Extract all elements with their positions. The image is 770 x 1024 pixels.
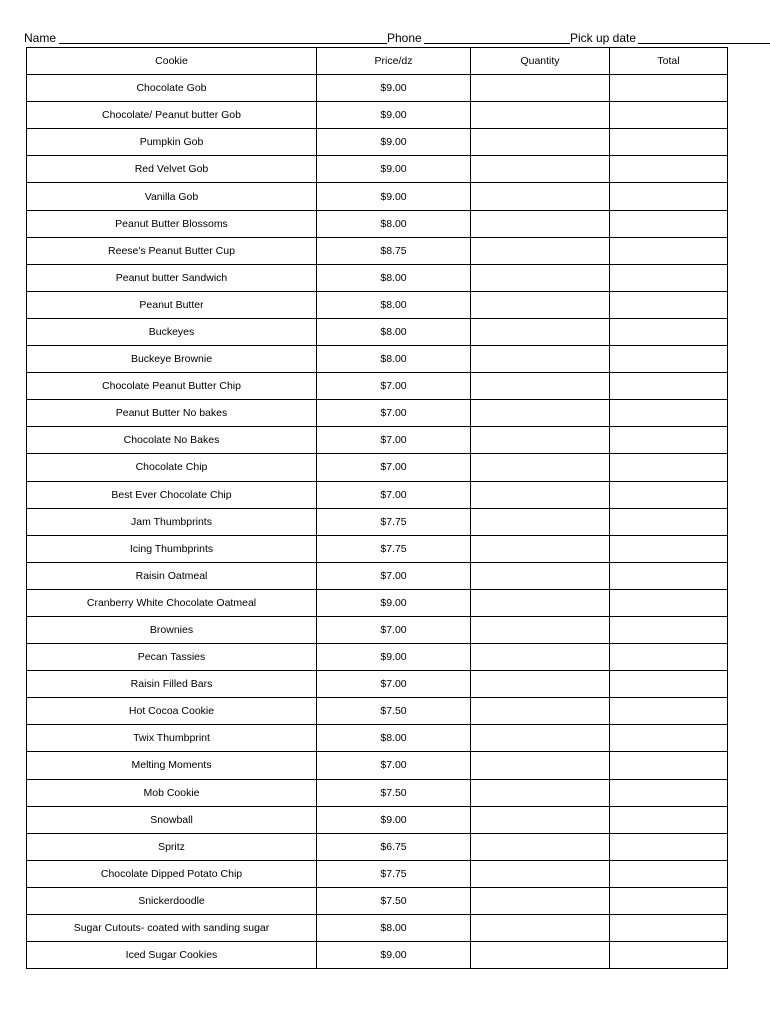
- table-row: [27, 698, 728, 725]
- quantity-cell[interactable]: [471, 427, 610, 454]
- table-row: [27, 860, 728, 887]
- total-cell[interactable]: [610, 156, 728, 183]
- cookie-name-cell: Sugar Cutouts- coated with sanding sugar: [27, 915, 317, 942]
- price-cell: $9.00: [317, 156, 471, 183]
- table-row: [27, 318, 728, 345]
- table-row: [27, 616, 728, 643]
- cookie-order-table: [26, 47, 728, 969]
- price-cell: $8.00: [317, 264, 471, 291]
- quantity-cell[interactable]: [471, 806, 610, 833]
- price-cell: $7.75: [317, 508, 471, 535]
- price-cell: $7.00: [317, 454, 471, 481]
- quantity-cell[interactable]: [471, 346, 610, 373]
- total-cell[interactable]: [610, 318, 728, 345]
- quantity-cell[interactable]: [471, 779, 610, 806]
- cookie-name-cell: Twix Thumbprint: [27, 725, 317, 752]
- cookie-name-cell: Peanut Butter: [27, 291, 317, 318]
- cookie-name-cell: Chocolate No Bakes: [27, 427, 317, 454]
- total-cell[interactable]: [610, 725, 728, 752]
- table-row: [27, 102, 728, 129]
- quantity-cell[interactable]: [471, 915, 610, 942]
- table-row: [27, 671, 728, 698]
- quantity-cell[interactable]: [471, 860, 610, 887]
- price-cell: $9.00: [317, 942, 471, 969]
- price-cell: $8.00: [317, 318, 471, 345]
- total-cell[interactable]: [610, 102, 728, 129]
- total-cell[interactable]: [610, 346, 728, 373]
- cookie-name-cell: Peanut Butter Blossoms: [27, 210, 317, 237]
- table-row: [27, 779, 728, 806]
- total-cell[interactable]: [610, 698, 728, 725]
- pickup-date-label: Pick up date: [570, 31, 637, 45]
- column-header-price: Price/dz: [317, 48, 471, 75]
- total-cell[interactable]: [610, 616, 728, 643]
- cookie-name-cell: Best Ever Chocolate Chip: [27, 481, 317, 508]
- cookie-name-cell: Hot Cocoa Cookie: [27, 698, 317, 725]
- cookie-name-cell: Reese's Peanut Butter Cup: [27, 237, 317, 264]
- total-cell[interactable]: [610, 129, 728, 156]
- total-cell[interactable]: [610, 806, 728, 833]
- quantity-cell[interactable]: [471, 671, 610, 698]
- price-cell: $8.00: [317, 210, 471, 237]
- cookie-name-cell: Snickerdoodle: [27, 887, 317, 914]
- price-cell: $9.00: [317, 129, 471, 156]
- quantity-cell[interactable]: [471, 129, 610, 156]
- total-cell[interactable]: [610, 210, 728, 237]
- column-header-quantity: Quantity: [471, 48, 610, 75]
- quantity-cell[interactable]: [471, 237, 610, 264]
- table-row: [27, 454, 728, 481]
- cookie-name-cell: Mob Cookie: [27, 779, 317, 806]
- total-cell[interactable]: [610, 237, 728, 264]
- total-cell[interactable]: [610, 562, 728, 589]
- cookie-name-cell: Cranberry White Chocolate Oatmeal: [27, 589, 317, 616]
- quantity-cell[interactable]: [471, 183, 610, 210]
- column-header-cookie: Cookie: [27, 48, 317, 75]
- price-cell: $7.00: [317, 616, 471, 643]
- quantity-cell[interactable]: [471, 887, 610, 914]
- order-form-header: [24, 30, 770, 46]
- total-cell[interactable]: [610, 644, 728, 671]
- cookie-name-cell: Spritz: [27, 833, 317, 860]
- total-cell[interactable]: [610, 400, 728, 427]
- cookie-name-cell: Pumpkin Gob: [27, 129, 317, 156]
- quantity-cell[interactable]: [471, 400, 610, 427]
- quantity-cell[interactable]: [471, 616, 610, 643]
- phone-blank-line[interactable]: [424, 30, 570, 44]
- price-cell: $8.75: [317, 237, 471, 264]
- table-row: [27, 508, 728, 535]
- quantity-cell[interactable]: [471, 156, 610, 183]
- quantity-cell[interactable]: [471, 752, 610, 779]
- cookie-name-cell: Buckeyes: [27, 318, 317, 345]
- total-cell[interactable]: [610, 373, 728, 400]
- table-row: [27, 75, 728, 102]
- total-cell[interactable]: [610, 860, 728, 887]
- total-cell[interactable]: [610, 942, 728, 969]
- table-header-row: [27, 48, 728, 75]
- table-row: [27, 264, 728, 291]
- table-row: [27, 806, 728, 833]
- total-cell[interactable]: [610, 779, 728, 806]
- quantity-cell[interactable]: [471, 481, 610, 508]
- quantity-cell[interactable]: [471, 725, 610, 752]
- price-cell: $7.75: [317, 860, 471, 887]
- cookie-name-cell: Iced Sugar Cookies: [27, 942, 317, 969]
- total-cell[interactable]: [610, 481, 728, 508]
- price-cell: $9.00: [317, 75, 471, 102]
- table-row: [27, 427, 728, 454]
- cookie-name-cell: Pecan Tassies: [27, 644, 317, 671]
- quantity-cell[interactable]: [471, 75, 610, 102]
- price-cell: $8.00: [317, 346, 471, 373]
- table-row: [27, 942, 728, 969]
- table-row: [27, 535, 728, 562]
- total-cell[interactable]: [610, 454, 728, 481]
- table-row: [27, 481, 728, 508]
- name-blank-line[interactable]: [59, 30, 387, 44]
- table-row: [27, 400, 728, 427]
- quantity-cell[interactable]: [471, 318, 610, 345]
- quantity-cell[interactable]: [471, 210, 610, 237]
- price-cell: $7.00: [317, 562, 471, 589]
- price-cell: $7.00: [317, 427, 471, 454]
- total-cell[interactable]: [610, 75, 728, 102]
- total-cell[interactable]: [610, 887, 728, 914]
- table-row: [27, 237, 728, 264]
- table-row: [27, 725, 728, 752]
- total-cell[interactable]: [610, 535, 728, 562]
- price-cell: $6.75: [317, 833, 471, 860]
- table-row: [27, 887, 728, 914]
- quantity-cell[interactable]: [471, 698, 610, 725]
- cookie-name-cell: Vanilla Gob: [27, 183, 317, 210]
- price-cell: $9.00: [317, 644, 471, 671]
- price-cell: $7.50: [317, 698, 471, 725]
- quantity-cell[interactable]: [471, 264, 610, 291]
- total-cell[interactable]: [610, 589, 728, 616]
- total-cell[interactable]: [610, 264, 728, 291]
- table-body: [27, 75, 728, 969]
- cookie-name-cell: Buckeye Brownie: [27, 346, 317, 373]
- total-cell[interactable]: [610, 671, 728, 698]
- price-cell: $8.00: [317, 725, 471, 752]
- cookie-name-cell: Jam Thumbprints: [27, 508, 317, 535]
- table-row: [27, 156, 728, 183]
- table-row: [27, 210, 728, 237]
- quantity-cell[interactable]: [471, 942, 610, 969]
- cookie-name-cell: Chocolate Peanut Butter Chip: [27, 373, 317, 400]
- table-row: [27, 915, 728, 942]
- table-row: [27, 644, 728, 671]
- cookie-name-cell: Red Velvet Gob: [27, 156, 317, 183]
- quantity-cell[interactable]: [471, 589, 610, 616]
- quantity-cell[interactable]: [471, 291, 610, 318]
- cookie-name-cell: Snowball: [27, 806, 317, 833]
- price-cell: $9.00: [317, 589, 471, 616]
- table-row: [27, 752, 728, 779]
- quantity-cell[interactable]: [471, 508, 610, 535]
- table-row: [27, 833, 728, 860]
- table-row: [27, 291, 728, 318]
- cookie-name-cell: Chocolate/ Peanut butter Gob: [27, 102, 317, 129]
- table-row: [27, 346, 728, 373]
- quantity-cell[interactable]: [471, 535, 610, 562]
- price-cell: $9.00: [317, 102, 471, 129]
- quantity-cell[interactable]: [471, 833, 610, 860]
- price-cell: $7.00: [317, 373, 471, 400]
- table-row: [27, 589, 728, 616]
- cookie-name-cell: Peanut butter Sandwich: [27, 264, 317, 291]
- total-cell[interactable]: [610, 915, 728, 942]
- total-cell[interactable]: [610, 183, 728, 210]
- price-cell: $7.00: [317, 752, 471, 779]
- total-cell[interactable]: [610, 291, 728, 318]
- cookie-name-cell: Chocolate Chip: [27, 454, 317, 481]
- quantity-cell[interactable]: [471, 373, 610, 400]
- table-row: [27, 373, 728, 400]
- table-row: [27, 129, 728, 156]
- total-cell[interactable]: [610, 752, 728, 779]
- pickup-date-blank-line[interactable]: [638, 30, 770, 44]
- price-cell: $9.00: [317, 183, 471, 210]
- cookie-name-cell: Raisin Filled Bars: [27, 671, 317, 698]
- price-cell: $7.00: [317, 671, 471, 698]
- phone-label: Phone: [387, 31, 422, 45]
- quantity-cell[interactable]: [471, 454, 610, 481]
- cookie-name-cell: Chocolate Gob: [27, 75, 317, 102]
- cookie-name-cell: Icing Thumbprints: [27, 535, 317, 562]
- column-header-total: Total: [610, 48, 728, 75]
- cookie-name-cell: Peanut Butter No bakes: [27, 400, 317, 427]
- price-cell: $9.00: [317, 806, 471, 833]
- quantity-cell[interactable]: [471, 562, 610, 589]
- price-cell: $7.00: [317, 481, 471, 508]
- name-label: Name: [24, 31, 57, 45]
- quantity-cell[interactable]: [471, 644, 610, 671]
- price-cell: $7.00: [317, 400, 471, 427]
- price-cell: $7.75: [317, 535, 471, 562]
- table-row: [27, 183, 728, 210]
- total-cell[interactable]: [610, 508, 728, 535]
- cookie-name-cell: Brownies: [27, 616, 317, 643]
- price-cell: $7.50: [317, 887, 471, 914]
- total-cell[interactable]: [610, 833, 728, 860]
- price-cell: $8.00: [317, 915, 471, 942]
- table-row: [27, 562, 728, 589]
- cookie-name-cell: Chocolate Dipped Potato Chip: [27, 860, 317, 887]
- cookie-name-cell: Melting Moments: [27, 752, 317, 779]
- price-cell: $7.50: [317, 779, 471, 806]
- total-cell[interactable]: [610, 427, 728, 454]
- price-cell: $8.00: [317, 291, 471, 318]
- cookie-name-cell: Raisin Oatmeal: [27, 562, 317, 589]
- quantity-cell[interactable]: [471, 102, 610, 129]
